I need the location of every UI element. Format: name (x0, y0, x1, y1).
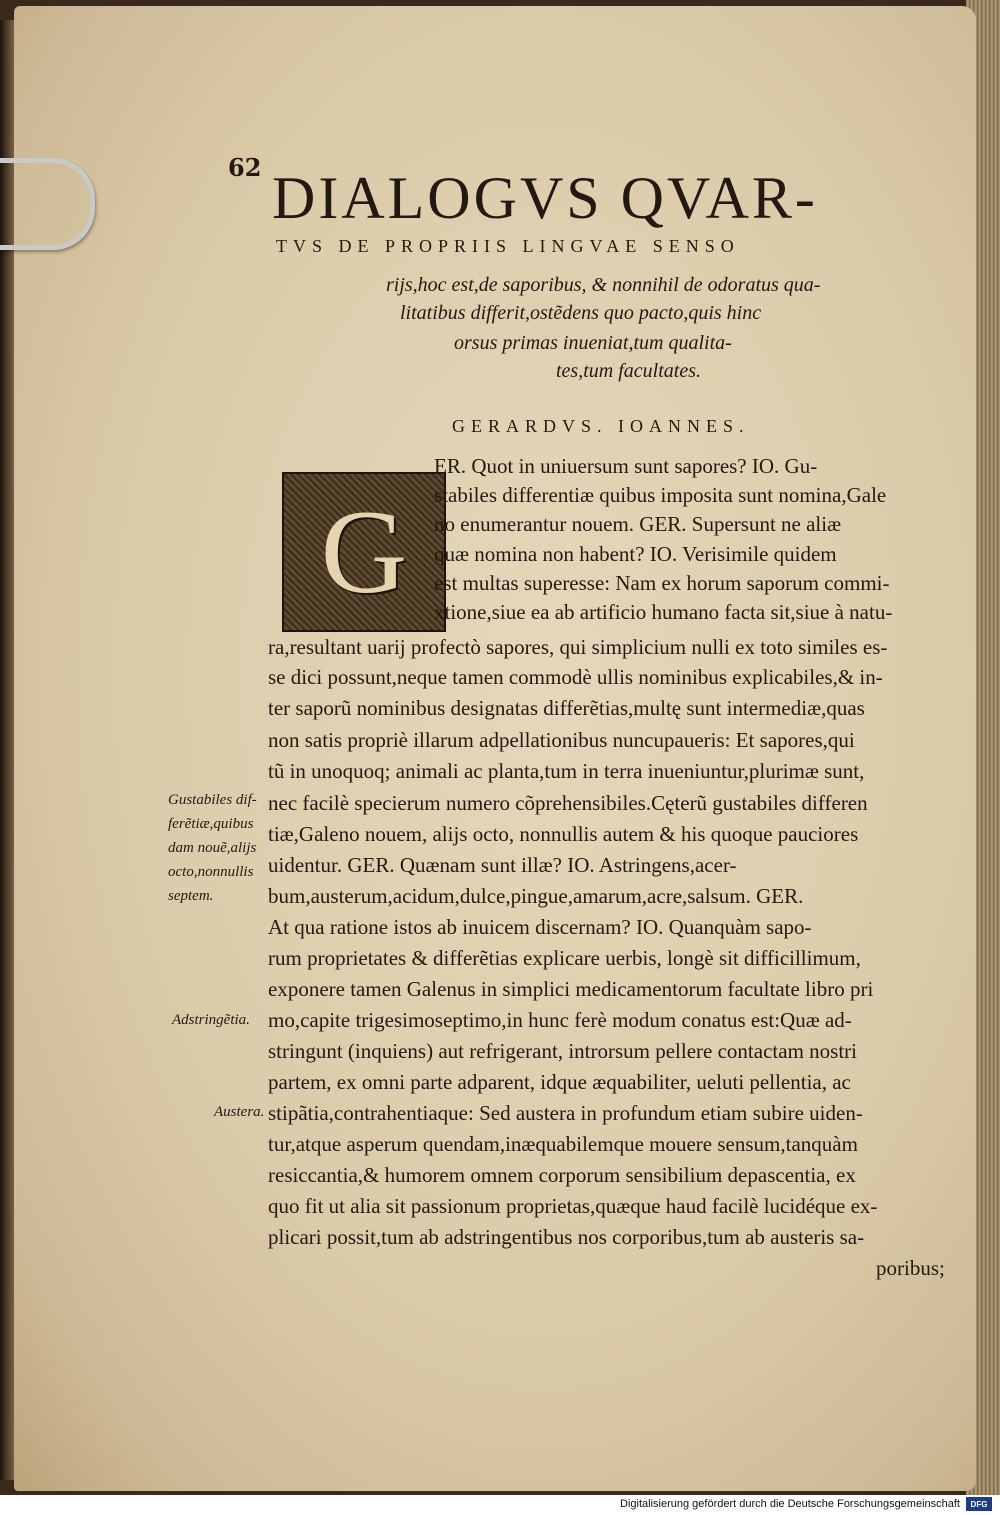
body-line: rum proprietates & differẽtias explicare uerbis, longè sit difficillimum, (268, 946, 861, 970)
subtitle-line: tes,tum facultates. (556, 360, 701, 382)
body-line: bum,austerum,acidum,dulce,pingue,amarum,acre,salsum. GER. (268, 884, 804, 908)
body-line: mo,capite trigesimoseptimo,in hunc ferè modum conatus est:Quæ ad- (268, 1008, 852, 1032)
subtitle-line: rijs,hoc est,de saporibus, & nonnihil de odoratus qua- (386, 274, 821, 296)
title-line-2: TVS DE PROPRIIS LINGVAE SENSO (276, 236, 740, 256)
body-line: ter saporũ nominibus designatas differẽtias,multę sunt intermediæ,quas (268, 696, 865, 720)
page-number: 62 (228, 153, 262, 182)
body-line: resiccantia,& humorem omnem corporum sensibilium depascentia, ex (268, 1163, 856, 1187)
body-line: tiæ,Galeno nouem, alijs octo, nonnullis autem & his quoque pauciores (268, 822, 859, 846)
margin-note-gustabiles: septem. (168, 888, 214, 904)
margin-note-adstringentia: Adstringẽtia. (172, 1012, 250, 1028)
body-line: stipãtia,contrahentiaque: Sed austera in profundum etiam subire uiden- (268, 1101, 863, 1125)
body-line: quæ nomina non habent? IO. Verisimile quidem (434, 542, 837, 566)
body-line: ER. Quot in uniuersum sunt sapores? IO. Gu- (434, 454, 818, 478)
speaker-names: GERARDVS. IOANNES. (452, 416, 750, 436)
body-line: exponere tamen Galenus in simplici medicamentorum facultate libro pri (268, 977, 874, 1001)
body-line: tur,atque asperum quendam,inæquabilemque mouere sensum,tanquàm (268, 1132, 858, 1156)
margin-note-gustabiles: dam nouẽ,alijs (168, 840, 257, 856)
body-line: plicari possit,tum ab adstringentibus nos corporibus,tum ab austeris sa- (268, 1225, 865, 1249)
body-line: uidentur. GER. Quænam sunt illæ? IO. Astringens,acer- (268, 853, 737, 877)
footer-credit: Digitalisierung gefördert durch die Deutsche Forschungsgemeinschaft (620, 1498, 960, 1510)
body-line: stabiles differentiæ quibus imposita sunt nomina,Gale (434, 483, 887, 507)
body-line: tũ in unoquoq; animali ac planta,tum in terra inueniuntur,plurimæ sunt, (268, 759, 865, 783)
body-line: nec facilè specierum numero cõprehensibiles.Cęterũ gustabiles differen (268, 791, 868, 815)
margin-note-gustabiles: ferẽtiæ,quibus (168, 816, 254, 832)
subtitle-line: orsus primas inueniat,tum qualita- (454, 332, 732, 354)
body-line: ra,resultant uarij profectò sapores, qui simplicium nulli ex toto similes es- (268, 635, 888, 659)
subtitle-line: litatibus differit,ostẽdens quo pacto,quis hinc (400, 302, 762, 324)
body-line: poribus; (876, 1256, 945, 1280)
body-line: quo fit ut alia sit passionum proprietas,quæque haud facilè lucidéque ex- (268, 1194, 878, 1218)
book-page (14, 6, 976, 1491)
body-line: partem, ex omni parte adparent, idque æquabiliter, ueluti pellentia, ac (268, 1070, 851, 1094)
margin-note-austera: Austera. (214, 1104, 265, 1120)
body-line: est multas superesse: Nam ex horum saporum commi- (434, 571, 890, 595)
body-line: no enumerantur nouem. GER. Supersunt ne aliæ (434, 512, 842, 536)
paper-clip (0, 158, 95, 250)
margin-note-gustabiles: Gustabiles dif- (168, 792, 257, 808)
decorated-initial (282, 472, 446, 632)
initial-letter: G (320, 485, 408, 618)
footer-bar (0, 1495, 1000, 1515)
body-line: non satis propriè illarum adpellationibus nuncupaueris: Et sapores,qui (268, 728, 855, 752)
body-line: At qua ratione istos ab inuicem discernam? IO. Quanquàm sapo- (268, 915, 812, 939)
title-line-1: DIALOGVS QVAR- (272, 165, 818, 231)
body-line: xtione,siue ea ab artificio humano facta sit,siue à natu- (434, 600, 893, 624)
body-line: se dici possunt,neque tamen commodè ullis nominibus explicabiles,& in- (268, 665, 883, 689)
margin-note-gustabiles: octo,nonnullis (168, 864, 254, 880)
body-line: stringunt (inquiens) aut refrigerant, introrsum pellere contactam nostri (268, 1039, 857, 1063)
dfg-logo-icon: DFG (966, 1497, 992, 1511)
